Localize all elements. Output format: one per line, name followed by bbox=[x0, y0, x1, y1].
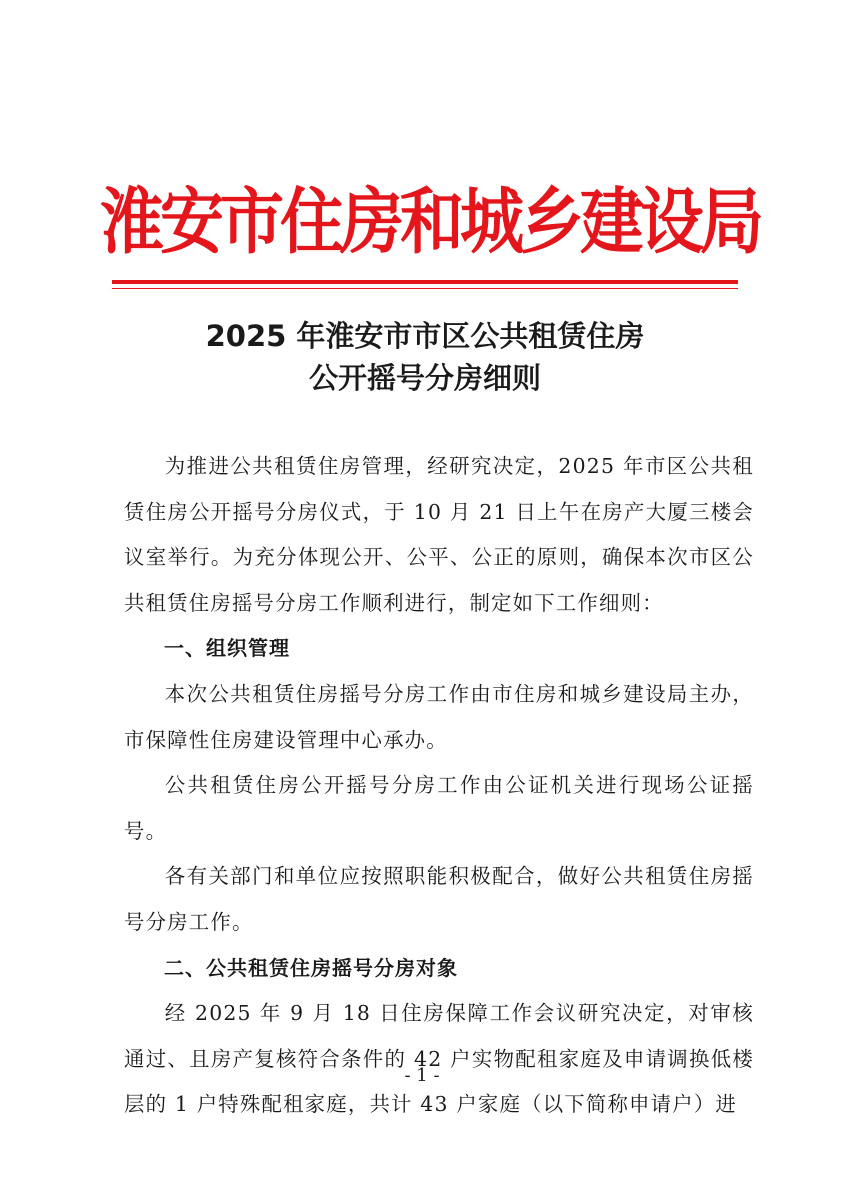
document-title-line-1: 2025 年淮安市市区公共租赁住房 bbox=[205, 319, 645, 353]
section-1-heading: 一、组织管理 bbox=[164, 636, 290, 661]
letterhead-red-rule bbox=[112, 280, 738, 284]
section-1-paragraph: 各有关部门和单位应按照职能积极配合，做好公共租赁住房摇号分房工作。 bbox=[124, 864, 754, 934]
document-body bbox=[124, 444, 754, 1128]
section-1-paragraph: 公共租赁住房公开摇号分房工作由公证机关进行现场公证摇号。 bbox=[124, 773, 754, 843]
section-1-paragraph: 本次公共租赁住房摇号分房工作由市住房和城乡建设局主办，市保障性住房建设管理中心承办。 bbox=[124, 681, 754, 752]
document-title-line-2: 公开摇号分房细则 bbox=[308, 361, 541, 395]
section-2-heading: 二、公共租赁住房摇号分房对象 bbox=[164, 955, 458, 980]
section-2-paragraph: 经 2025 年 9 月 18 日住房保障工作会议研究决定，对审核通过、且房产复核符合条件的 42 户实物配租家庭及申请调换低楼层的 1 户特殊配租家庭，共计 43 户家庭（以下简称申请户）进 bbox=[124, 1001, 754, 1117]
letterhead-org-name: 淮安市住房和城乡建设局 bbox=[100, 181, 760, 265]
letterhead-red-rule-thin bbox=[112, 288, 738, 289]
intro-paragraph: 为推进公共租赁住房管理，经研究决定，2025 年市区公共租赁住房公开摇号分房仪式，于 10 月 21 日上午在房产大厦三楼会议室举行。为充分体现公开、公平、公正的原则，确保本次市区公共租赁住房摇号分房工作顺利进行，制定如下工作细则： bbox=[124, 454, 754, 615]
page-number: - 1 - bbox=[404, 1065, 440, 1086]
